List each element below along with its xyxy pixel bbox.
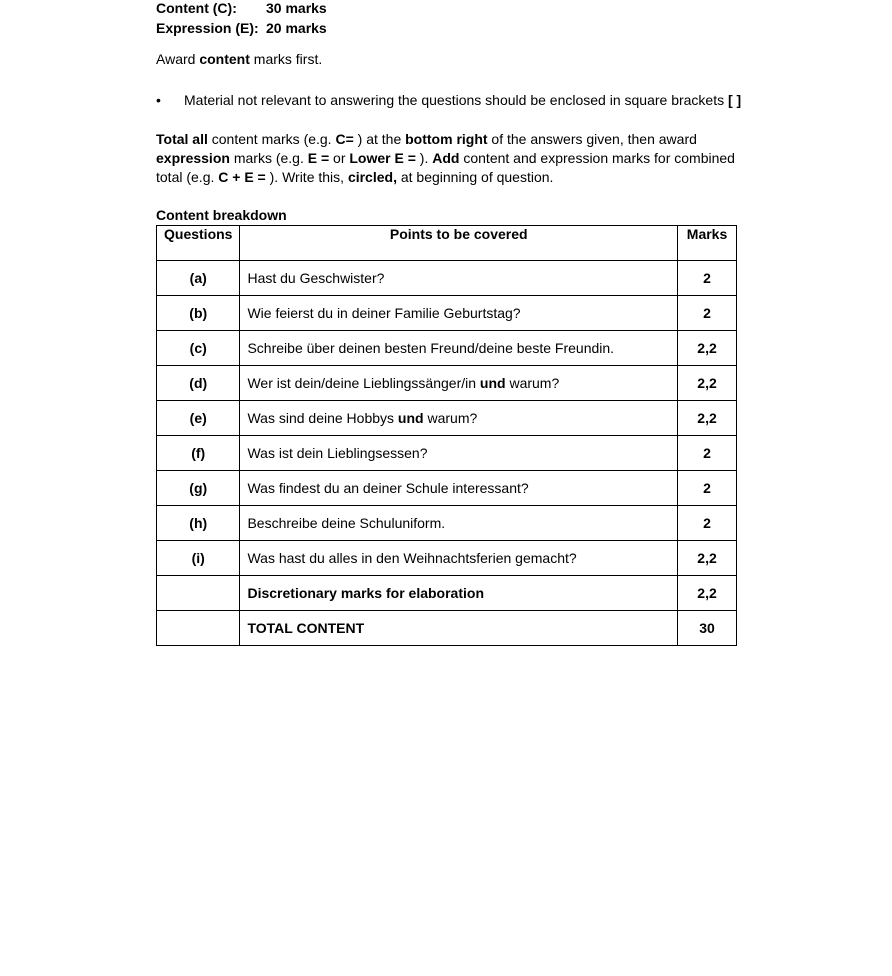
question-id: (g) (157, 471, 240, 506)
discretionary-label: Discretionary marks for elaboration (240, 576, 678, 611)
table-header-row (157, 226, 737, 261)
table-row (157, 261, 737, 296)
bullet-brackets: [ ] (728, 92, 742, 108)
question-id: (a) (157, 261, 240, 296)
question-marks: 2 (678, 436, 737, 471)
award-text-post: marks first. (249, 51, 323, 67)
point-text: Was sind deine Hobbys (247, 410, 398, 426)
question-marks: 2 (678, 261, 737, 296)
question-point: Schreibe über deinen besten Freund/deine beste Freundin. (240, 331, 678, 366)
question-point (240, 366, 678, 401)
instr-text: ) at the (353, 131, 406, 147)
question-point: Was hast du alles in den Weihnachtsferien gemacht? (240, 541, 678, 576)
instr-bottom-right: bottom right (405, 131, 488, 147)
question-id: (e) (157, 401, 240, 436)
instr-lower-e-eq: Lower E = (349, 150, 416, 166)
content-marks-line (156, 0, 327, 16)
point-text: warum? (423, 410, 478, 426)
point-bold-und: und (397, 410, 424, 426)
instr-e-eq: E = (307, 150, 330, 166)
content-marks-label: Content (C): (156, 0, 237, 16)
instr-circled: circled, (347, 169, 397, 185)
instr-text: content marks (e.g. (207, 131, 336, 147)
content-breakdown-table (156, 225, 737, 646)
question-marks: 2,2 (678, 331, 737, 366)
table-row (157, 541, 737, 576)
question-marks: 2 (678, 506, 737, 541)
bullet-text-main: Material not relevant to answering the questions should be enclosed in square brackets (184, 92, 728, 108)
instr-text: content and expression marks for combined total (e.g. (156, 150, 735, 185)
table-row (157, 366, 737, 401)
expression-marks-value: 20 marks (266, 20, 327, 36)
question-point: Beschreibe deine Schuluniform. (240, 506, 678, 541)
table-row (157, 436, 737, 471)
question-id: (i) (157, 541, 240, 576)
instr-text: ). (415, 150, 433, 166)
content-breakdown-title: Content breakdown (156, 207, 287, 223)
instr-text: at beginning of question. (396, 169, 554, 185)
header-points: Points to be covered (240, 226, 678, 261)
expression-marks-line (156, 20, 327, 36)
instr-c-plus-e: C + E = (218, 169, 266, 185)
question-point (240, 401, 678, 436)
question-marks: 2 (678, 296, 737, 331)
instr-text: or (329, 150, 350, 166)
instr-text: of the answers given, then award (487, 131, 697, 147)
point-bold-und: und (479, 375, 506, 391)
instr-total-all: Total all (156, 131, 208, 147)
empty-cell (157, 576, 240, 611)
empty-cell (157, 611, 240, 646)
content-marks-value: 30 marks (266, 0, 327, 16)
instr-c-eq: C= (335, 131, 354, 147)
instr-text: marks (e.g. (229, 150, 308, 166)
total-label: TOTAL CONTENT (240, 611, 678, 646)
table-row (157, 331, 737, 366)
question-marks: 2,2 (678, 366, 737, 401)
bullet-icon: • (156, 92, 161, 108)
award-text-pre: Award (156, 51, 200, 67)
question-point: Wie feierst du in deiner Familie Geburtstag? (240, 296, 678, 331)
question-id: (h) (157, 506, 240, 541)
table-row (157, 471, 737, 506)
instr-add: Add (432, 150, 460, 166)
question-point: Was ist dein Lieblingsessen? (240, 436, 678, 471)
question-marks: 2 (678, 471, 737, 506)
marking-instructions (156, 130, 756, 187)
table-row (157, 401, 737, 436)
question-point: Hast du Geschwister? (240, 261, 678, 296)
question-marks: 2,2 (678, 541, 737, 576)
instr-expression: expression (156, 150, 230, 166)
discretionary-marks: 2,2 (678, 576, 737, 611)
instr-text: ). Write this, (265, 169, 348, 185)
point-text: Wer ist dein/deine Lieblingssänger/in (247, 375, 480, 391)
question-point: Was findest du an deiner Schule interessant? (240, 471, 678, 506)
table-row (157, 296, 737, 331)
question-id: (d) (157, 366, 240, 401)
header-questions: Questions (157, 226, 240, 261)
award-text-bold: content (199, 51, 250, 67)
question-id: (b) (157, 296, 240, 331)
bullet-text (184, 92, 741, 108)
question-id: (f) (157, 436, 240, 471)
question-id: (c) (157, 331, 240, 366)
table-row (157, 506, 737, 541)
total-row (157, 611, 737, 646)
discretionary-row (157, 576, 737, 611)
header-marks: Marks (678, 226, 737, 261)
total-marks: 30 (678, 611, 737, 646)
expression-marks-label: Expression (E): (156, 20, 259, 36)
award-instruction (156, 51, 322, 67)
point-text: warum? (505, 375, 560, 391)
question-marks: 2,2 (678, 401, 737, 436)
